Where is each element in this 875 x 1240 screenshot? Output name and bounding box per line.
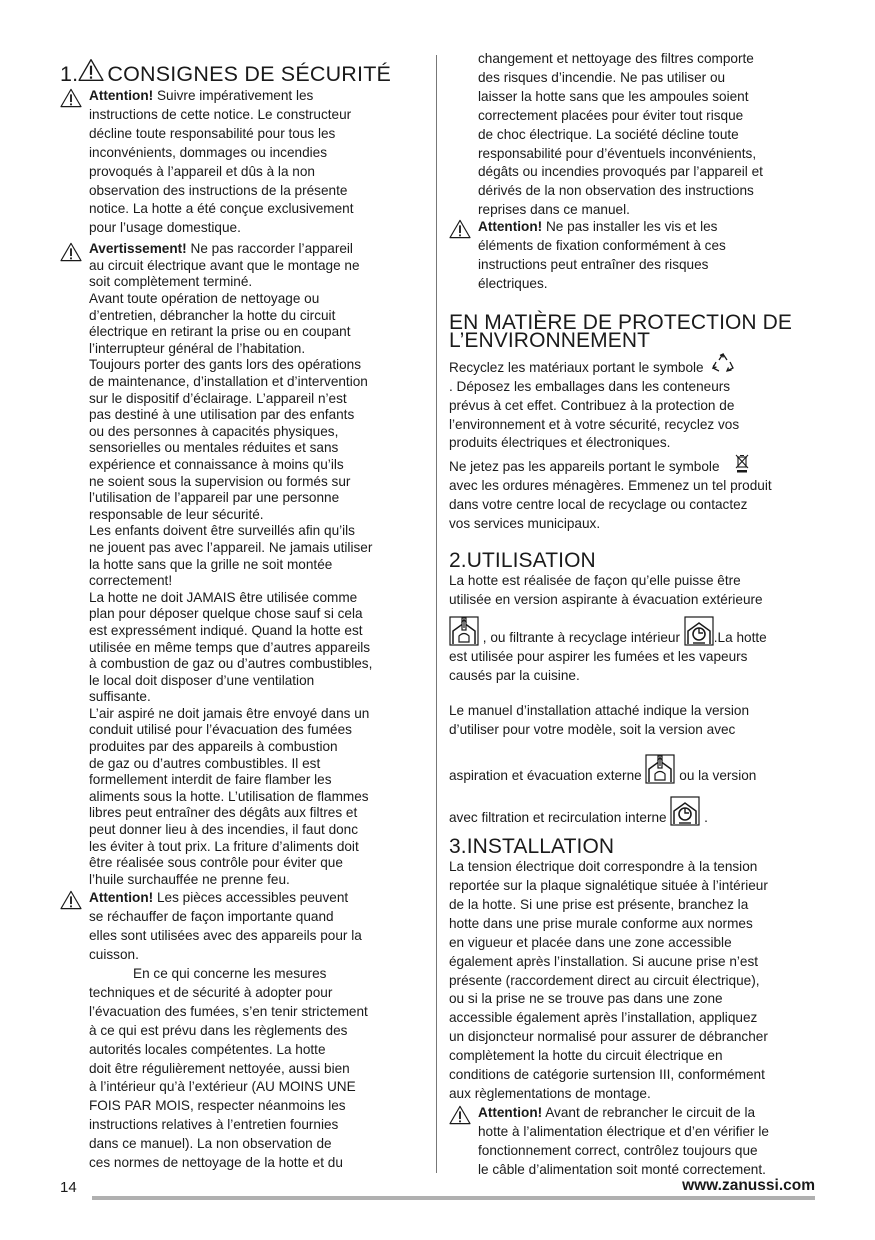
text-line: au circuit électrique avant que le montage ne [89, 257, 360, 273]
attention-block-2 [60, 889, 428, 965]
text-line: à l’intérieur qu’à l’extérieur (AU MOINS UNE [89, 1079, 356, 1095]
recirculation-hood-icon [684, 616, 714, 646]
warning-label: Avertissement! [89, 241, 187, 257]
column-divider [436, 55, 437, 1173]
text-line: techniques et de sécurité à adopter pour [89, 984, 333, 1000]
section-title-safety [60, 58, 428, 87]
footer-rule [92, 1196, 815, 1200]
environment-paragraph [449, 352, 827, 534]
text-line: l’environnement et à votre sécurité, recyclez vos [449, 416, 740, 432]
text-line: . [704, 810, 708, 826]
text-line: produits électriques et électroniques. [449, 435, 671, 451]
text-line: expérience et connaissance à moins qu’ils [89, 456, 344, 472]
text-line: dérivés de la non observation des instructions [478, 183, 754, 199]
text-line: conduit utilisé pour l’évacuation des fumées [89, 722, 352, 738]
text-line: la hotte sans que la grille ne soit montée [89, 556, 333, 572]
text-line: doit être régulièrement nettoyée, aussi bien [89, 1060, 350, 1076]
text-line: responsabilité pour d’éventuels inconvénients, [478, 145, 757, 161]
section-title-environment [449, 312, 827, 352]
text-line: hotte dans une prise murale conforme aux normes [449, 915, 753, 931]
text-line: L’air aspiré ne doit jamais être envoyé dans un [89, 705, 370, 721]
text-line: dans ce manuel). La non observation de [89, 1136, 332, 1152]
external-exhaust-hood-icon [645, 754, 675, 784]
text-line: sensorielles ou mentales réduites et sans [89, 440, 339, 456]
text-line: électriques. [478, 275, 548, 291]
text-line: pas destiné à une utilisation par des enfants [89, 407, 355, 423]
attention-block-3 [449, 218, 827, 294]
text-line: libres peut entraîner des dégâts aux filtres et [89, 805, 358, 821]
warning-icon [60, 890, 82, 913]
text-line: d’entretien, débrancher la hotte du circuit [89, 307, 336, 323]
text-line: La hotte est réalisée de façon qu’elle puisse être [449, 572, 741, 588]
text-line: aliments sous la hotte. L’utilisation de flammes [89, 788, 369, 804]
text-line: reprises dans ce manuel. [478, 202, 630, 218]
footer-url[interactable]: www.zanussi.com [682, 1177, 815, 1194]
text-line: conditions de catégorie surtension III, conformément [449, 1067, 765, 1083]
text-line: vos services municipaux. [449, 516, 601, 532]
text-line: d’utiliser pour votre modèle, soit la version avec [449, 722, 736, 738]
recirculation-hood-icon [670, 796, 700, 826]
text-line: utilisée en version aspirante à évacuation extérieure [449, 591, 763, 607]
warning-icon [60, 88, 82, 111]
text-line: également après l’installation. Si aucune prise n’est [449, 953, 759, 969]
attention-label: Attention! [478, 1104, 543, 1120]
text-line: ou si la prise ne se trouve pas dans une zone [449, 991, 723, 1007]
text-line: formellement interdit de faire flamber les [89, 772, 332, 788]
text-line: soit complètement terminé. [89, 274, 253, 290]
text-line: provoqués à l’appareil et dûs à la non [89, 163, 315, 179]
text-line: peut donner lieu à des incendies, il faut donc [89, 822, 359, 838]
text-line: Avant toute opération de nettoyage ou [89, 291, 320, 307]
text-line: fonctionnement correct, contrôlez toujours que [478, 1142, 758, 1158]
text-line: à ce qui est prévu dans les règlements des [89, 1022, 348, 1038]
text-line: est utilisée pour aspirer les fumées et les vapeurs [449, 648, 748, 664]
text-line: accessible également après l’installation, appliquez [449, 1010, 758, 1026]
warning-icon [60, 242, 82, 264]
section-title-usage: 2.UTILISATION [449, 548, 596, 572]
text-line: complètement la hotte du circuit électrique en [449, 1048, 723, 1064]
text-line: suffisante. [89, 689, 151, 705]
continuation-paragraph [449, 50, 827, 220]
text-line: aspiration et évacuation externe [449, 768, 642, 784]
text-line: Toujours porter des gants lors des opérations [89, 357, 362, 373]
text-line: autorités locales compétentes. La hotte [89, 1041, 326, 1057]
attention-block-4 [449, 1104, 827, 1180]
title-line: EN MATIÈRE DE PROTECTION DE [449, 310, 793, 334]
attention-block-1 [60, 87, 428, 238]
text-line: laisser la hotte sans que les ampoules soient [478, 88, 749, 104]
attention-text: Suivre impérativement les [156, 88, 314, 103]
text-line: en vigueur et placée dans une zone accessible [449, 934, 732, 950]
text-line: est expressément indiqué. Quand la hotte est [89, 622, 363, 638]
text-line: ou la version [679, 768, 757, 784]
installation-paragraph [449, 858, 827, 1104]
text-line: l’évacuation des fumées, s’en tenir strictement [89, 1003, 368, 1019]
section-title-installation: 3.INSTALLATION [449, 835, 615, 859]
text-line: prévus à cet effet. Contribuez à la protection de [449, 397, 735, 413]
text-line: pour l’usage domestique. [89, 220, 241, 236]
text-line: instructions peut entraîner des risques [478, 256, 709, 272]
left-column [60, 58, 428, 1173]
text-line: instructions relatives à l’entretien fournies [89, 1117, 339, 1133]
text-line: .La hotte [713, 629, 767, 645]
text-line: elles sont utilisées avec des appareils pour la [89, 928, 362, 944]
text-line: de la hotte. Si une prise est présente, branchez la [449, 896, 749, 912]
text-line: de choc électrique. La société décline toute [478, 126, 739, 142]
attention-text: Ne pas installer les vis et les [545, 219, 718, 235]
text-line: se réchauffer de façon importante quand [89, 909, 334, 925]
attention-text: Les pièces accessibles peuvent [156, 890, 349, 906]
text-line: produites par des appareils à combustion [89, 739, 338, 755]
attention-text: Avant de rebrancher le circuit de la [545, 1104, 756, 1120]
text-line: ne jouent pas avec l’appareil. Ne jamais utiliser [89, 539, 373, 555]
text-line: FOIS PAR MOIS, respecter néanmoins les [89, 1098, 346, 1114]
text-line: décline toute responsabilité pour tous les [89, 125, 336, 141]
warning-icon [449, 1105, 471, 1128]
text-line: correctement placées pour éviter tout risque [478, 107, 744, 123]
text-line: éléments de fixation conformément à ces [478, 238, 726, 254]
attention-label: Attention! [89, 88, 154, 103]
text-line: électrique en retirant la prise ou en coupant [89, 324, 351, 340]
text-line: les éviter à tout prix. La friture d’aliments doit [89, 838, 359, 854]
attention-label: Attention! [478, 219, 543, 235]
text-line: l’utilisation de l’appareil par une personne [89, 490, 340, 506]
text-line: changement et nettoyage des filtres comporte [478, 51, 754, 66]
text-line: à combustion de gaz ou d’autres combustibles, [89, 656, 373, 672]
title-line: L’ENVIRONNEMENT [449, 328, 651, 352]
text-line: Les enfants doivent être surveillés afin qu’ils [89, 523, 355, 539]
text-line: . Déposez les emballages dans les conteneurs [449, 378, 731, 394]
text-line: Ne jetez pas les appareils portant le symbole [449, 459, 720, 475]
text-line: un disjoncteur normalisé pour assurer de débrancher [449, 1029, 768, 1045]
text-line: notice. La hotte a été conçue exclusivement [89, 201, 354, 217]
text-line: inconvénients, dommages ou incendies [89, 144, 328, 160]
crossed-bin-icon [733, 453, 751, 473]
text-line: instructions de cette notice. Le constructeur [89, 106, 352, 122]
text-line: avec filtration et recirculation interne [449, 810, 667, 826]
text-line: des risques d’incendie. Ne pas utiliser ou [478, 69, 726, 85]
maintenance-paragraph [60, 965, 428, 1173]
text-line: correctement! [89, 573, 173, 589]
text-line: ces normes de nettoyage de la hotte et du [89, 1155, 343, 1171]
text-line: reportée sur la plaque signalétique située à l’intérieur [449, 878, 768, 893]
section-number: 1. [60, 62, 79, 86]
text-line: présente (raccordement direct au circuit électrique), [449, 972, 760, 988]
text-line: , ou filtrante à recyclage intérieur [482, 629, 680, 645]
text-line: ne soient sous la supervision ou formés sur [89, 473, 351, 489]
text-line: être réalisée sous contrôle pour éviter que [89, 855, 343, 871]
text-line: utilisée en même temps que d’autres appareils [89, 639, 371, 655]
recycle-icon [711, 352, 735, 374]
text-line: l’huile surchauffée ne prenne feu. [89, 871, 290, 887]
text-line: observation des instructions de la présente [89, 182, 348, 198]
text-line: de maintenance, d’installation et d’intervention [89, 374, 368, 389]
text-line: causés par la cuisine. [449, 667, 580, 683]
text-line: La hotte ne doit JAMAIS être utilisée comme [89, 589, 358, 605]
text-line: En ce qui concerne les mesures [133, 966, 327, 982]
text-line: sur le dispositif d’éclairage. L’appareil n’est [89, 390, 347, 406]
warning-icon [78, 58, 104, 82]
usage-paragraph [449, 572, 827, 828]
text-line: Recyclez les matériaux portant le symbole [449, 359, 704, 375]
warning-icon [449, 219, 471, 242]
text-line: l’interrupteur général de l’habitation. [89, 340, 306, 356]
attention-label: Attention! [89, 890, 154, 906]
text-line: le câble d’alimentation soit monté correctement. [478, 1161, 766, 1177]
text-line: Le manuel d’installation attaché indique la version [449, 703, 750, 719]
text-line: dégâts ou incendies provoqués par l’appareil et [478, 164, 763, 180]
text-line: avec les ordures ménagères. Emmenez un tel produit [449, 478, 772, 494]
text-line: La tension électrique doit correspondre à la tension [449, 859, 758, 875]
text-line: aux règlementations de montage. [449, 1085, 651, 1101]
text-line: cuisson. [89, 947, 139, 963]
text-line: le local doit disposer d’une ventilation [89, 672, 315, 688]
text-line: responsable de leur sécurité. [89, 506, 264, 522]
text-line: dans votre centre local de recyclage ou contactez [449, 497, 748, 513]
external-exhaust-hood-icon [449, 616, 479, 646]
text-line: de gaz ou d’autres combustibles. Il est [89, 755, 321, 771]
warning-text: Ne pas raccorder l’appareil [190, 241, 353, 257]
text-line: plan pour déposer quelque chose sauf si cela [89, 606, 363, 622]
right-column [449, 50, 827, 1180]
section-title-text: CONSIGNES DE SÉCURITÉ [107, 62, 392, 86]
page-number: 14 [60, 1179, 77, 1196]
warning-block [60, 241, 428, 888]
text-line: hotte à l’alimentation électrique et d’en vérifier le [478, 1123, 769, 1139]
text-line: ou des personnes à capacités physiques, [89, 423, 339, 439]
